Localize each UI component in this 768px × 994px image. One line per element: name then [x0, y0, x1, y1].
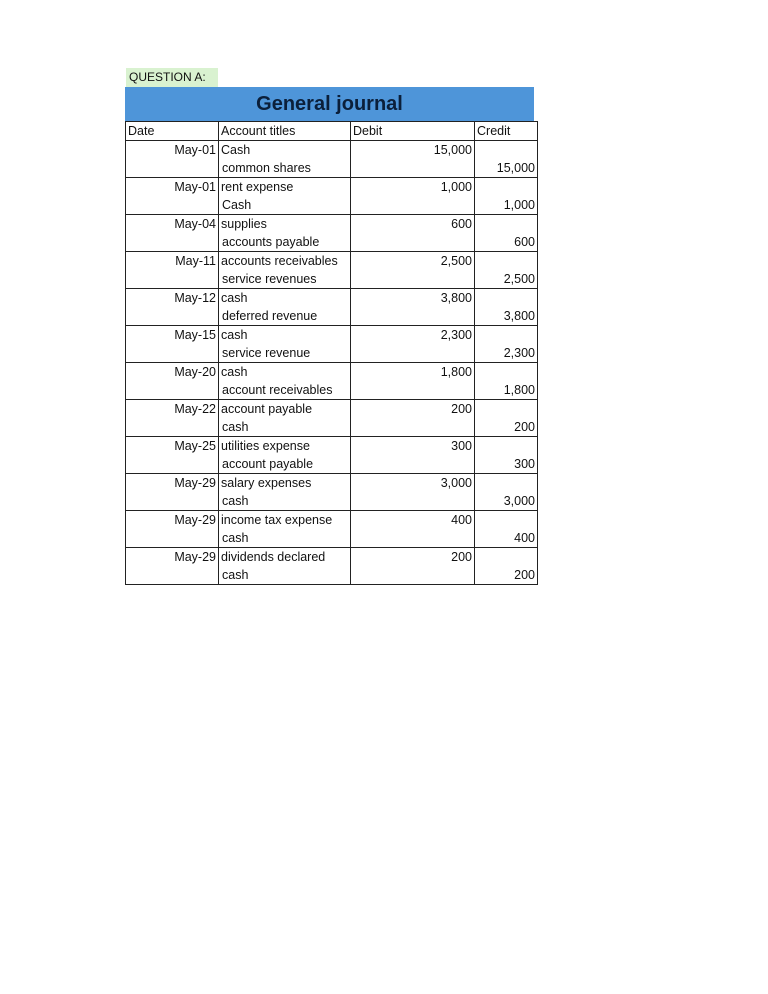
entry-date: May-01 — [126, 141, 219, 160]
entry-date-empty — [126, 418, 219, 437]
entry-debit-row — [126, 252, 538, 271]
credit-account: service revenues — [219, 270, 351, 289]
debit-amount: 200 — [351, 400, 475, 419]
entry-date: May-12 — [126, 289, 219, 308]
entry-date: May-11 — [126, 252, 219, 271]
entry-debit-row — [126, 548, 538, 567]
debit-account: dividends declared — [219, 548, 351, 567]
debit-amount-empty — [351, 529, 475, 548]
credit-amount-empty — [475, 548, 538, 567]
credit-account: cash — [219, 566, 351, 585]
credit-account: Cash — [219, 196, 351, 215]
credit-amount-empty — [475, 363, 538, 382]
credit-amount: 2,300 — [475, 344, 538, 363]
debit-account: cash — [219, 289, 351, 308]
debit-account: salary expenses — [219, 474, 351, 493]
credit-account: cash — [219, 529, 351, 548]
debit-account: utilities expense — [219, 437, 351, 456]
entry-date-empty — [126, 307, 219, 326]
entry-debit-row — [126, 437, 538, 456]
credit-amount-empty — [475, 400, 538, 419]
debit-account: account payable — [219, 400, 351, 419]
entry-date-empty — [126, 270, 219, 289]
debit-account: accounts receivables — [219, 252, 351, 271]
question-label: QUESTION A: — [126, 68, 218, 87]
entry-date-empty — [126, 159, 219, 178]
debit-amount-empty — [351, 344, 475, 363]
debit-amount-empty — [351, 418, 475, 437]
entry-credit-row — [126, 307, 538, 326]
credit-amount-empty — [475, 141, 538, 160]
entry-date: May-29 — [126, 548, 219, 567]
debit-account: cash — [219, 326, 351, 345]
entry-date: May-15 — [126, 326, 219, 345]
credit-amount-empty — [475, 178, 538, 197]
debit-account: supplies — [219, 215, 351, 234]
credit-amount-empty — [475, 326, 538, 345]
entry-credit-row — [126, 344, 538, 363]
entry-debit-row — [126, 363, 538, 382]
debit-amount-empty — [351, 566, 475, 585]
credit-account: cash — [219, 492, 351, 511]
debit-account: Cash — [219, 141, 351, 160]
entry-date: May-01 — [126, 178, 219, 197]
debit-amount-empty — [351, 270, 475, 289]
debit-account: income tax expense — [219, 511, 351, 530]
credit-account: service revenue — [219, 344, 351, 363]
entry-date-empty — [126, 455, 219, 474]
debit-amount: 3,000 — [351, 474, 475, 493]
entry-debit-row — [126, 400, 538, 419]
entry-date-empty — [126, 529, 219, 548]
credit-account: common shares — [219, 159, 351, 178]
credit-account: cash — [219, 418, 351, 437]
credit-amount-empty — [475, 289, 538, 308]
debit-amount-empty — [351, 307, 475, 326]
credit-amount: 15,000 — [475, 159, 538, 178]
entry-credit-row — [126, 492, 538, 511]
debit-amount-empty — [351, 381, 475, 400]
entry-debit-row — [126, 326, 538, 345]
journal-body — [126, 141, 538, 585]
credit-amount: 3,800 — [475, 307, 538, 326]
entry-credit-row — [126, 455, 538, 474]
debit-header: Debit — [351, 122, 475, 141]
entry-debit-row — [126, 474, 538, 493]
credit-amount: 200 — [475, 418, 538, 437]
debit-amount: 600 — [351, 215, 475, 234]
entry-credit-row — [126, 233, 538, 252]
debit-account: rent expense — [219, 178, 351, 197]
credit-amount: 1,800 — [475, 381, 538, 400]
credit-amount: 2,500 — [475, 270, 538, 289]
credit-amount: 600 — [475, 233, 538, 252]
credit-account: account receivables — [219, 381, 351, 400]
credit-amount: 300 — [475, 455, 538, 474]
debit-amount-empty — [351, 196, 475, 215]
credit-amount: 400 — [475, 529, 538, 548]
entry-credit-row — [126, 270, 538, 289]
entry-date: May-29 — [126, 474, 219, 493]
entry-date-empty — [126, 566, 219, 585]
entry-credit-row — [126, 418, 538, 437]
credit-amount-empty — [475, 252, 538, 271]
entry-date: May-25 — [126, 437, 219, 456]
entry-date-empty — [126, 233, 219, 252]
entry-date-empty — [126, 344, 219, 363]
header-row — [126, 122, 538, 141]
credit-amount-empty — [475, 511, 538, 530]
entry-date: May-04 — [126, 215, 219, 234]
debit-amount-empty — [351, 159, 475, 178]
entry-debit-row — [126, 511, 538, 530]
debit-amount-empty — [351, 492, 475, 511]
debit-amount-empty — [351, 455, 475, 474]
entry-credit-row — [126, 159, 538, 178]
entry-debit-row — [126, 141, 538, 160]
entry-debit-row — [126, 178, 538, 197]
journal-title: General journal — [125, 87, 534, 122]
entry-credit-row — [126, 529, 538, 548]
entry-debit-row — [126, 289, 538, 308]
entry-date-empty — [126, 196, 219, 215]
entry-date-empty — [126, 492, 219, 511]
credit-amount-empty — [475, 474, 538, 493]
debit-amount: 1,800 — [351, 363, 475, 382]
debit-amount: 300 — [351, 437, 475, 456]
debit-amount: 1,000 — [351, 178, 475, 197]
credit-header: Credit — [475, 122, 538, 141]
debit-amount: 2,500 — [351, 252, 475, 271]
credit-account: deferred revenue — [219, 307, 351, 326]
debit-amount: 200 — [351, 548, 475, 567]
entry-credit-row — [126, 566, 538, 585]
debit-amount: 3,800 — [351, 289, 475, 308]
debit-account: cash — [219, 363, 351, 382]
credit-account: account payable — [219, 455, 351, 474]
credit-amount: 200 — [475, 566, 538, 585]
date-header: Date — [126, 122, 219, 141]
debit-amount-empty — [351, 233, 475, 252]
entry-date: May-20 — [126, 363, 219, 382]
journal-table — [125, 121, 538, 585]
debit-amount: 15,000 — [351, 141, 475, 160]
credit-amount-empty — [475, 437, 538, 456]
entry-credit-row — [126, 196, 538, 215]
account-header: Account titles — [219, 122, 351, 141]
debit-amount: 2,300 — [351, 326, 475, 345]
entry-date: May-29 — [126, 511, 219, 530]
credit-amount: 1,000 — [475, 196, 538, 215]
credit-amount-empty — [475, 215, 538, 234]
entry-credit-row — [126, 381, 538, 400]
entry-date-empty — [126, 381, 219, 400]
entry-date: May-22 — [126, 400, 219, 419]
credit-account: accounts payable — [219, 233, 351, 252]
entry-debit-row — [126, 215, 538, 234]
debit-amount: 400 — [351, 511, 475, 530]
credit-amount: 3,000 — [475, 492, 538, 511]
